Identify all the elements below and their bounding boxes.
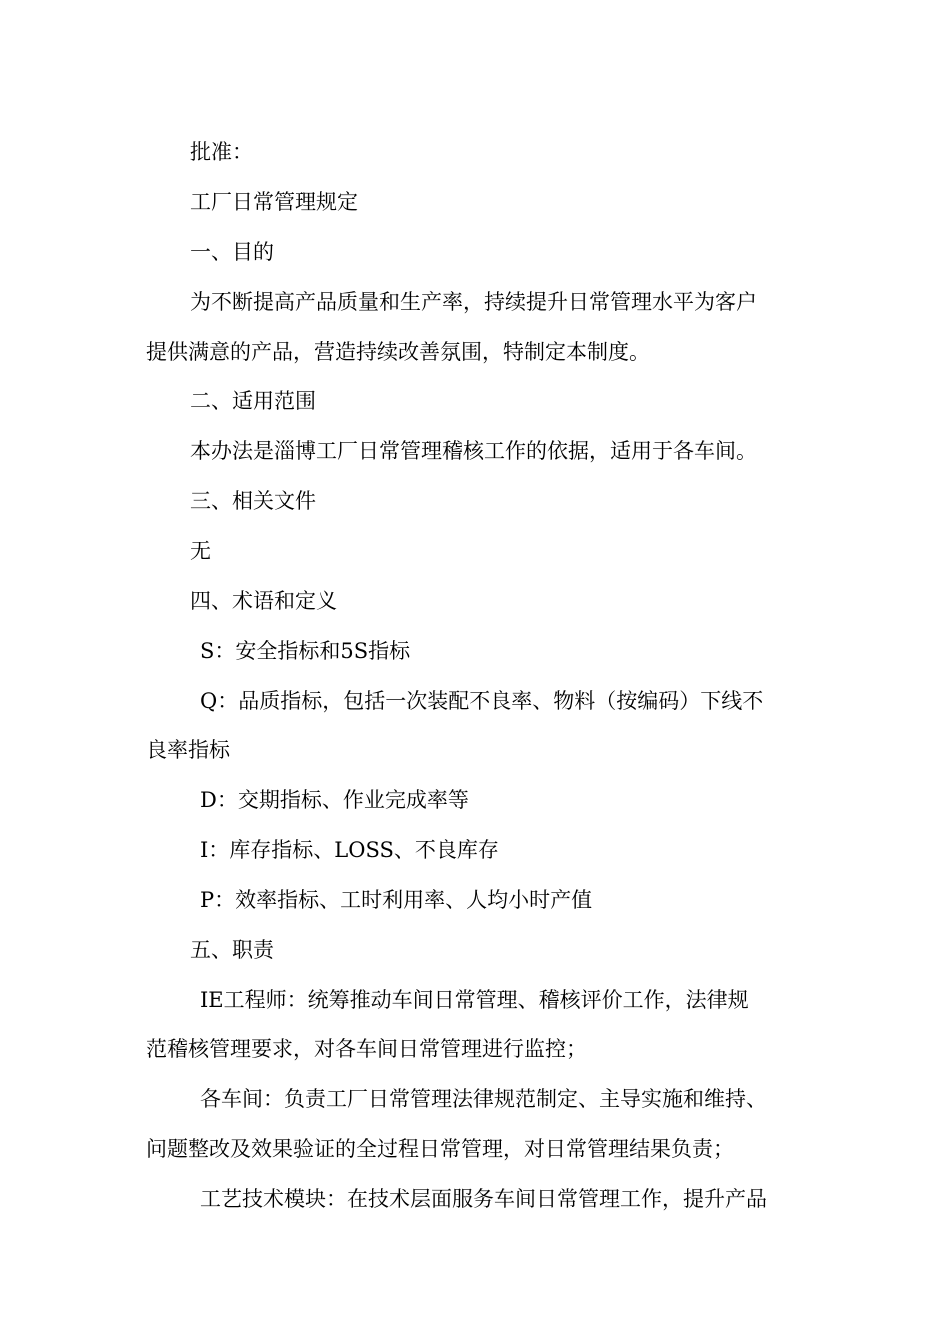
term-item-p: P：效率指标、工时利用率、人均小时产值 — [200, 888, 593, 912]
scope-paragraph: 本办法是淄博工厂日常管理稽核工作的依据，适用于各车间。 — [190, 439, 757, 463]
section-heading-related-documents: 三、相关文件 — [190, 489, 316, 513]
responsibility-line: 各车间：负责工厂日常管理法律规范制定、主导实施和维持、 — [200, 1087, 767, 1111]
responsibility-line: 工艺技术模块：在技术层面服务车间日常管理工作，提升产品 — [200, 1187, 767, 1211]
responsibility-line: 问题整改及效果验证的全过程日常管理，对日常管理结果负责； — [146, 1137, 734, 1161]
term-item-d: D：交期指标、作业完成率等 — [200, 788, 469, 812]
purpose-paragraph-line: 为不断提高产品质量和生产率，持续提升日常管理水平为客户 — [190, 290, 757, 314]
document-title: 工厂日常管理规定 — [190, 190, 358, 214]
section-heading-responsibilities: 五、职责 — [190, 938, 274, 962]
related-documents-paragraph: 无 — [190, 539, 211, 563]
responsibility-line: IE工程师：统筹推动车间日常管理、稽核评价工作，法律规 — [200, 988, 749, 1012]
term-item-i: I：库存指标、LOSS、不良库存 — [200, 838, 499, 862]
responsibility-line: 范稽核管理要求，对各车间日常管理进行监控； — [146, 1037, 587, 1061]
section-heading-terms: 四、术语和定义 — [190, 589, 337, 613]
purpose-paragraph-line: 提供满意的产品，营造持续改善氛围，特制定本制度。 — [146, 340, 650, 364]
section-heading-scope: 二、适用范围 — [190, 389, 316, 413]
term-item-q: Q：品质指标，包括一次装配不良率、物料（按编码）下线不 — [200, 689, 764, 713]
approval-label: 批准： — [190, 140, 253, 164]
term-item-q-continued: 良率指标 — [146, 738, 230, 762]
section-heading-purpose: 一、目的 — [190, 240, 274, 264]
term-item-s: S：安全指标和5S指标 — [200, 639, 411, 663]
